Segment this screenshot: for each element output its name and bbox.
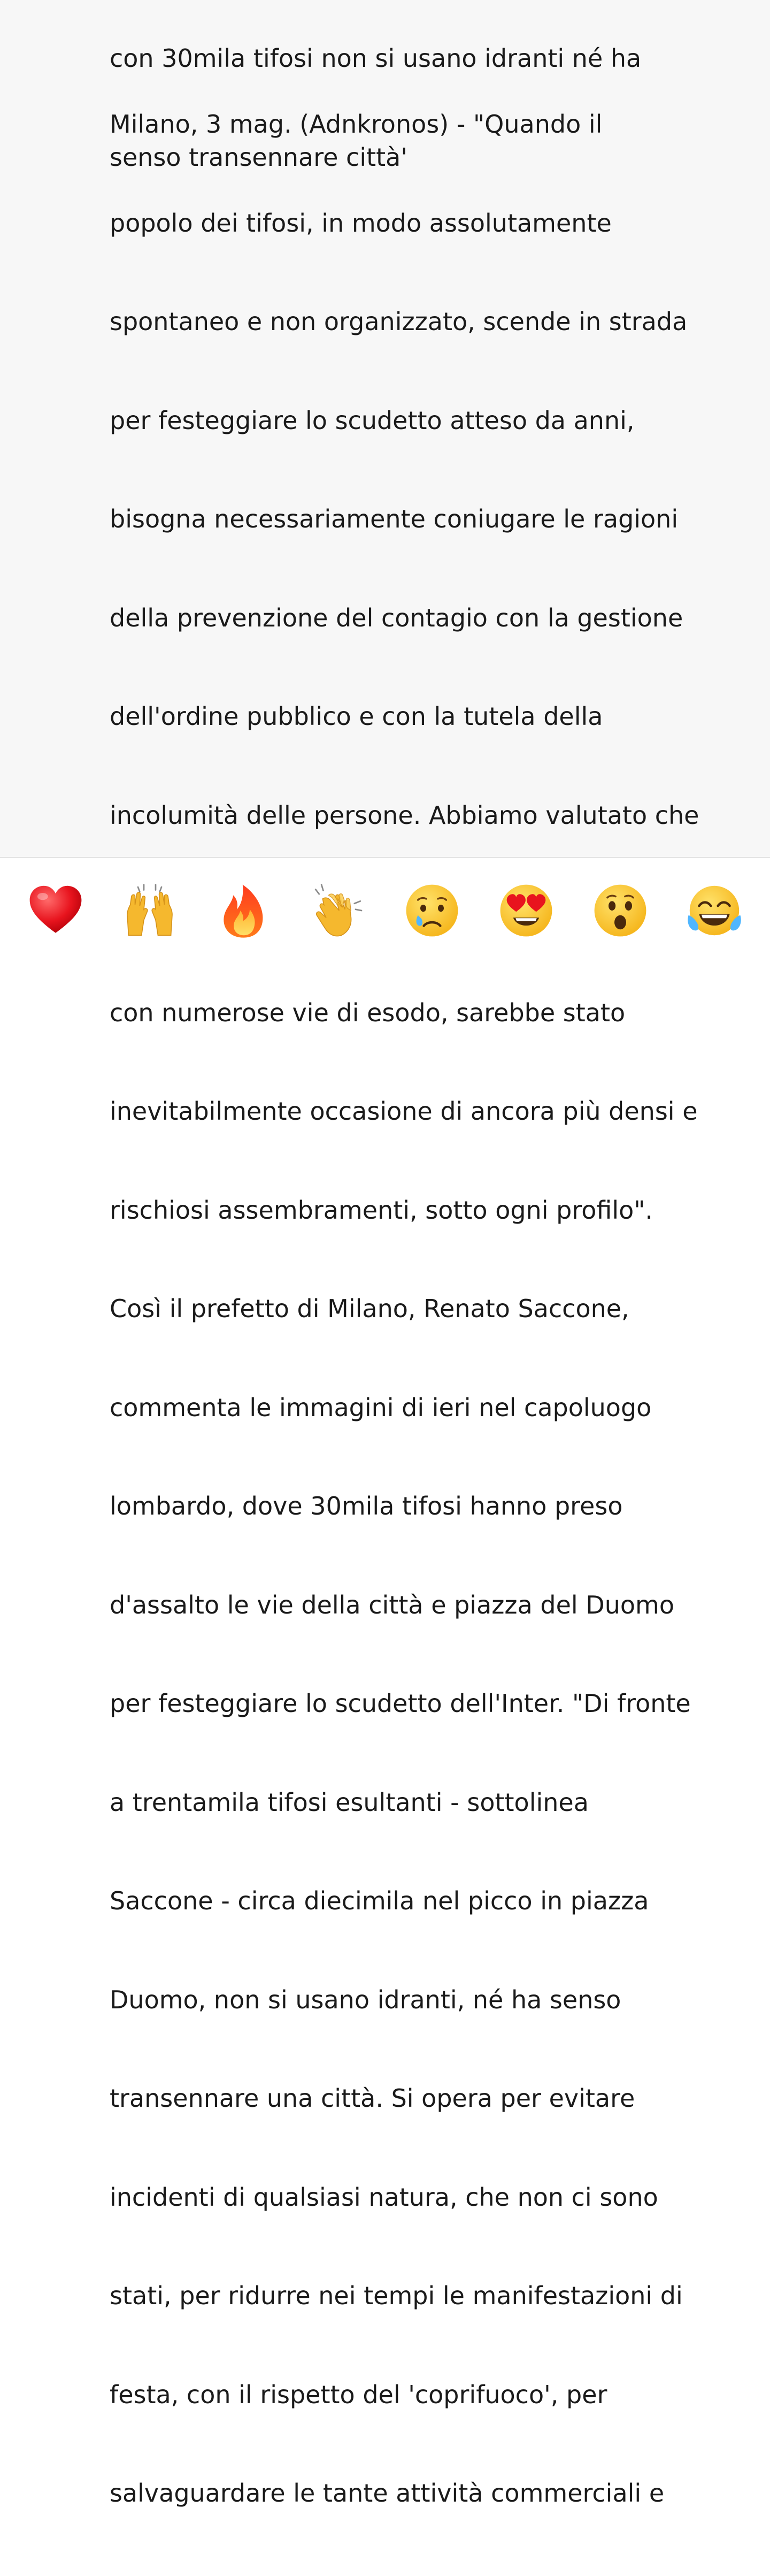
title-line: con 30mila tifosi non si usano idranti né ha <box>110 44 642 73</box>
article-body <box>110 42 751 2576</box>
body-line: Saccone - circa diecimila nel picco in piazza <box>110 1886 649 1915</box>
reaction-heart-button[interactable] <box>24 878 88 943</box>
body-line: Milano, 3 mag. (Adnkronos) - "Quando il <box>110 110 603 139</box>
quick-reaction-bar <box>0 858 770 963</box>
surprised-face-icon <box>591 881 650 940</box>
body-line: commenta le immagini di ieri nel capoluogo <box>110 1393 652 1422</box>
body-line: lombardo, dove 30mila tifosi hanno preso <box>110 1492 623 1520</box>
body-line: bisogna necessariamente coniugare le ragioni <box>110 505 679 533</box>
crying-face-icon <box>403 881 461 940</box>
body-line: per festeggiare lo scudetto dell'Inter. "Di fronte <box>110 1689 691 1718</box>
body-line: Duomo, non si usano idranti, né ha senso <box>110 1985 621 2014</box>
body-line: incolumità delle persone. Abbiamo valutato che <box>110 800 699 830</box>
reaction-raising-hands-button[interactable] <box>118 878 182 943</box>
reaction-heart-eyes-button[interactable] <box>494 878 558 943</box>
body-line: salvaguardare le tante attività commerciali e <box>110 2479 665 2508</box>
reaction-tears-of-joy-button[interactable] <box>682 878 746 943</box>
heart-eyes-face-icon <box>497 881 556 940</box>
body-line: con numerose vie di esodo, sarebbe stato <box>110 998 626 1027</box>
reaction-surprised-face-button[interactable] <box>588 878 652 943</box>
body-line: d'assalto le vie della città e piazza del Duomo <box>110 1590 674 1619</box>
body-line: Così il prefetto di Milano, Renato Saccone, <box>110 1294 629 1323</box>
fire-icon <box>214 881 273 940</box>
tears-of-joy-face-icon <box>685 881 744 940</box>
body-line: rischiosi assembramenti, sotto ogni profilo". <box>110 1195 653 1225</box>
body-line: incidenti di qualsiasi natura, che non ci sono <box>110 2182 658 2212</box>
title-line: senso transennare città' <box>110 142 408 172</box>
body-line: popolo dei tifosi, in modo assolutamente <box>110 208 612 238</box>
reaction-fire-button[interactable] <box>212 878 276 943</box>
heart-icon <box>26 881 85 940</box>
reaction-crying-face-button[interactable] <box>400 878 464 943</box>
body-line: spontaneo e non organizzato, scende in strada <box>110 307 688 336</box>
body-line: transennare una città. Si opera per evitare <box>110 2084 635 2113</box>
raising-hands-icon <box>120 881 179 940</box>
clapping-hands-icon <box>309 881 367 940</box>
body-line: per festeggiare lo scudetto atteso da anni, <box>110 406 635 435</box>
body-line: a trentamila tifosi esultanti - sottolinea <box>110 1787 589 1817</box>
body-line: inevitabilmente occasione di ancora più densi e <box>110 1097 698 1126</box>
body-line: dell'ordine pubblico e con la tutela della <box>110 702 603 731</box>
reaction-clapping-hands-button[interactable] <box>306 878 370 943</box>
article <box>110 0 751 2576</box>
body-line: festa, con il rispetto del 'coprifuoco', per <box>110 2380 607 2409</box>
body-line: della prevenzione del contagio con la gestione <box>110 603 683 632</box>
body-line: stati, per ridurre nei tempi le manifestazioni di <box>110 2281 683 2310</box>
